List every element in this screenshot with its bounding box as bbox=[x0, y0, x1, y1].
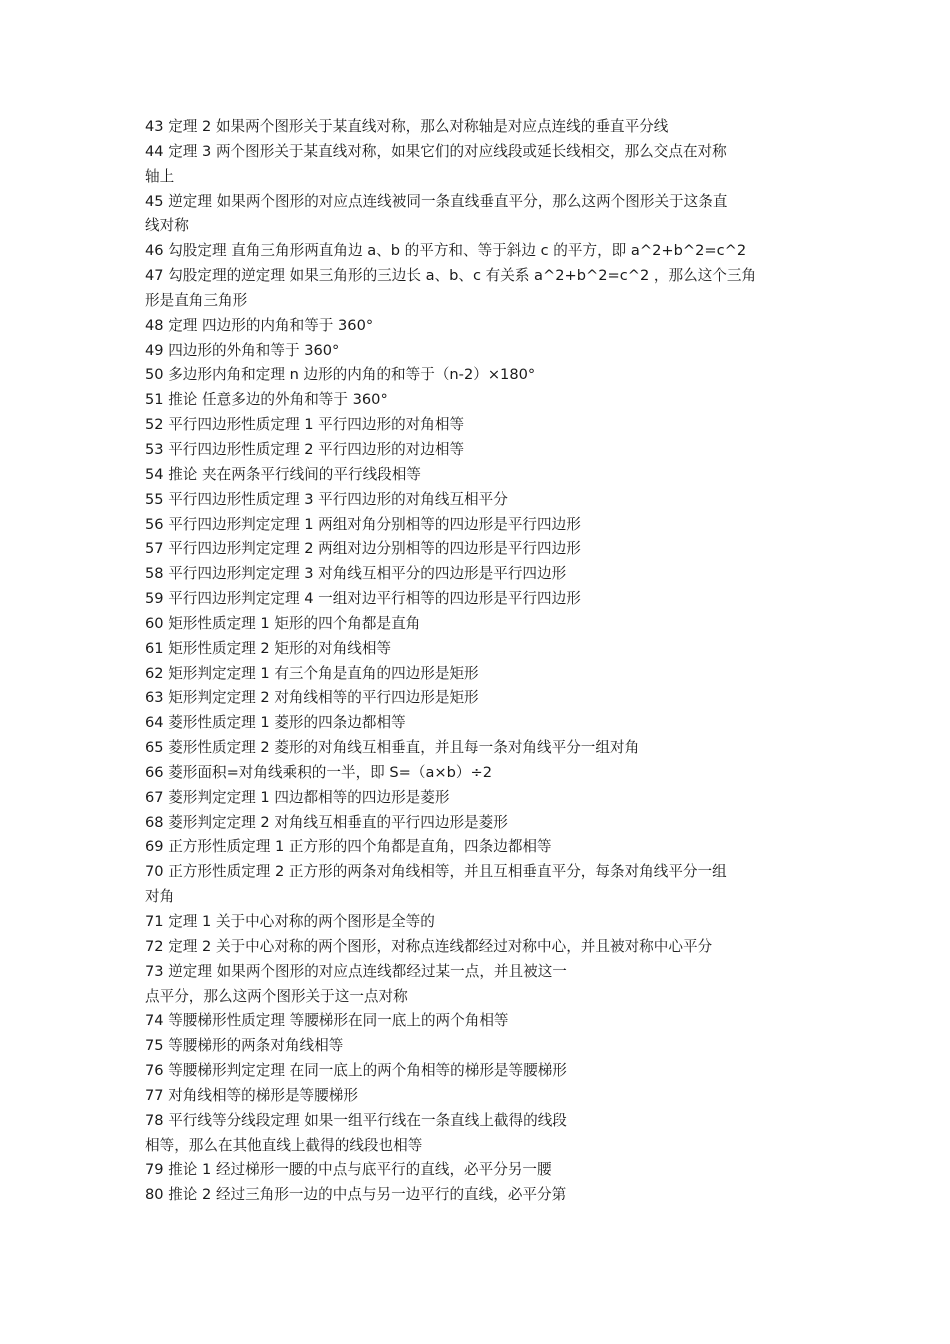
text-line: 70 正方形性质定理 2 正方形的两条对角线相等，并且互相垂直平分，每条对角线平分一组 bbox=[145, 863, 727, 881]
text-line: 47 勾股定理的逆定理 如果三角形的三边长 a、b、c 有关系 a^2+b^2=c^2 ，那么这个三角 bbox=[145, 267, 757, 285]
text-line: 74 等腰梯形性质定理 等腰梯形在同一底上的两个角相等 bbox=[145, 1012, 509, 1030]
text-line: 轴上 bbox=[145, 167, 175, 185]
text-line: 65 菱形性质定理 2 菱形的对角线互相垂直，并且每一条对角线平分一组对角 bbox=[145, 739, 640, 757]
text-line: 69 正方形性质定理 1 正方形的四个角都是直角，四条边都相等 bbox=[145, 838, 552, 856]
text-line: 75 等腰梯形的两条对角线相等 bbox=[145, 1037, 344, 1055]
text-line: 77 对角线相等的梯形是等腰梯形 bbox=[145, 1086, 358, 1104]
text-line: 52 平行四边形性质定理 1 平行四边形的对角相等 bbox=[145, 416, 465, 434]
text-line: 58 平行四边形判定定理 3 对角线互相平分的四边形是平行四边形 bbox=[145, 565, 567, 583]
text-line: 71 定理 1 关于中心对称的两个图形是全等的 bbox=[145, 913, 435, 930]
text-line: 53 平行四边形性质定理 2 平行四边形的对边相等 bbox=[145, 440, 465, 458]
text-line: 62 矩形判定定理 1 有三个角是直角的四边形是矩形 bbox=[145, 664, 479, 682]
text-line: 54 推论 夹在两条平行线间的平行线段相等 bbox=[145, 465, 421, 483]
text-line: 43 定理 2 如果两个图形关于某直线对称，那么对称轴是对应点连线的垂直平分线 bbox=[145, 118, 669, 135]
text-line: 48 定理 四边形的内角和等于 360° bbox=[145, 316, 374, 334]
text-line: 79 推论 1 经过梯形一腰的中点与底平行的直线，必平分另一腰 bbox=[145, 1161, 552, 1179]
text-line: 44 定理 3 两个图形关于某直线对称，如果它们的对应线段或延长线相交，那么交点在对称 bbox=[145, 142, 727, 160]
text-line: 相等，那么在其他直线上截得的线段也相等 bbox=[145, 1136, 423, 1154]
text-line: 形是直角三角形 bbox=[145, 291, 248, 309]
text-line: 55 平行四边形性质定理 3 平行四边形的对角线互相平分 bbox=[145, 490, 508, 508]
text-line: 46 勾股定理 直角三角形两直角边 a、b 的平方和、等于斜边 c 的平方，即 a^2+b^2=c^2 bbox=[145, 242, 747, 260]
text-line: 64 菱形性质定理 1 菱形的四条边都相等 bbox=[145, 714, 406, 732]
text-line: 61 矩形性质定理 2 矩形的对角线相等 bbox=[145, 639, 392, 657]
text-line: 63 矩形判定定理 2 对角线相等的平行四边形是矩形 bbox=[145, 689, 479, 707]
text-line: 76 等腰梯形判定定理 在同一底上的两个角相等的梯形是等腰梯形 bbox=[145, 1062, 567, 1080]
text-line: 点平分，那么这两个图形关于这一点对称 bbox=[145, 987, 408, 1005]
text-line: 67 菱形判定定理 1 四边都相等的四边形是菱形 bbox=[145, 788, 450, 806]
text-line: 80 推论 2 经过三角形一边的中点与另一边平行的直线，必平分第 bbox=[145, 1186, 567, 1204]
text-line: 线对称 bbox=[145, 217, 189, 235]
text-line: 57 平行四边形判定定理 2 两组对边分别相等的四边形是平行四边形 bbox=[145, 540, 581, 558]
text-line: 对角 bbox=[145, 888, 175, 906]
text-line: 45 逆定理 如果两个图形的对应点连线被同一条直线垂直平分，那么这两个图形关于这条直 bbox=[145, 192, 728, 210]
text-line: 49 四边形的外角和等于 360° bbox=[145, 341, 340, 359]
text-line: 50 多边形内角和定理 n 边形的内角的和等于（n-2）×180° bbox=[145, 366, 536, 384]
text-line: 73 逆定理 如果两个图形的对应点连线都经过某一点，并且被这一 bbox=[145, 962, 567, 980]
text-line: 72 定理 2 关于中心对称的两个图形，对称点连线都经过对称中心，并且被对称中心平分 bbox=[145, 937, 713, 955]
text-line: 60 矩形性质定理 1 矩形的四个角都是直角 bbox=[145, 614, 421, 632]
text-line: 51 推论 任意多边的外角和等于 360° bbox=[145, 391, 388, 409]
text-line: 78 平行线等分线段定理 如果一组平行线在一条直线上截得的线段 bbox=[145, 1111, 567, 1129]
text-line: 66 菱形面积=对角线乘积的一半，即 S=（a×b）÷2 bbox=[145, 763, 493, 781]
text-line: 59 平行四边形判定定理 4 一组对边平行相等的四边形是平行四边形 bbox=[145, 590, 581, 608]
text-line: 56 平行四边形判定定理 1 两组对角分别相等的四边形是平行四边形 bbox=[145, 515, 581, 533]
document-body bbox=[145, 115, 815, 1208]
text-line: 68 菱形判定定理 2 对角线互相垂直的平行四边形是菱形 bbox=[145, 813, 508, 831]
